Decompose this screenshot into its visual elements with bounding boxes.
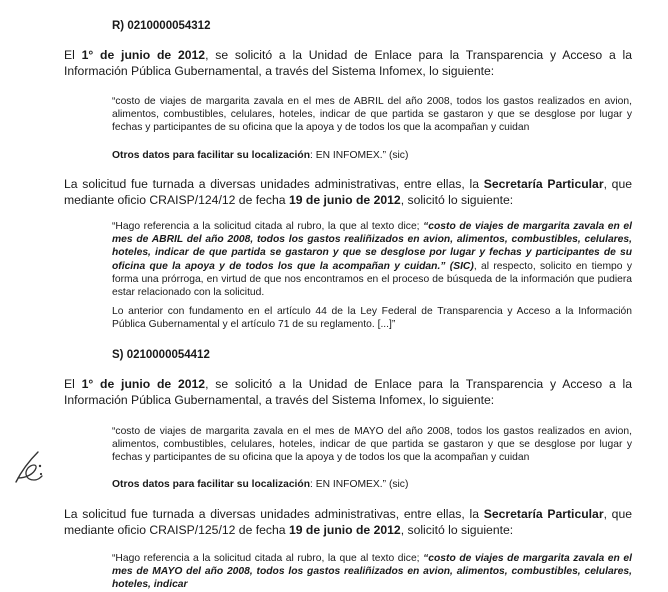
section-heading-s: S) 0210000054412 <box>112 349 210 361</box>
response-quote-s: “Hago referencia a la solicitud citada al rubro, la que al texto dice; “costo de viajes de margarita zavala en el mes de MAYO del año 2008, todos los gastos realiñizados en avion, alimentos, combustibles, celulares, hoteles, indicar <box>112 553 632 591</box>
section-heading-r: R) 0210000054312 <box>112 20 211 32</box>
other-data-r: Otros datos para facilitar su localización: EN INFOMEX.” (sic) <box>112 150 409 161</box>
response-quote-r: “Hago referencia a la solicitud citada al rubro, la que al texto dice; “costo de viajes de margarita zavala en el mes de ABRIL del año 2008, todos los gastos realiñizados en avion, alimentos, combustibles, celulares, hoteles, indicar de que partida se gastaron y que se desglose por lugar y fechas y participantes de su oficina que la apoya y de todos los que la acompañan y cuidan.” (SIC), al respecto, solicito en tiempo y forma una prórroga, en virtud de que nos encontramos en el proceso de búsqueda de la información que pudiera estar relacionado con la solicitud. <box>112 221 632 299</box>
other-data-s: Otros datos para facilitar su localización: EN INFOMEX.” (sic) <box>112 479 409 490</box>
turn-paragraph-s: La solicitud fue turnada a diversas unidades administrativas, entre ellas, la Secretaría Particular, que mediante oficio CRAISP/125/12 de fecha 19 de junio de 2012, solicitó lo siguiente: <box>64 507 633 537</box>
request-quote-s: “costo de viajes de margarita zavala en el mes de MAYO del año 2008, todos los gastos realizados en avion, alimentos, combustibles, celulares, hoteles, indicar de que partida se gastaron y que se desglose por lugar y fechas y participantes de su oficina que la apoya y de todos los que la acompañan y cuidan <box>112 426 632 464</box>
legal-basis-r: Lo anterior con fundamento en el artículo 44 de la Ley Federal de Transparencia y Acceso a la Información Pública Gubernamental y el artículo 71 de su reglamento. [...]” <box>112 306 632 331</box>
intro-paragraph-s: El 1° de junio de 2012, se solicitó a la Unidad de Enlace para la Transparencia y Acceso a la Información Pública Gubernamental, a través del Sistema Infomex, lo siguiente: <box>64 377 632 407</box>
intro-paragraph-r: El 1° de junio de 2012, se solicitó a la Unidad de Enlace para la Transparencia y Acceso a la Información Pública Gubernamental, a través del Sistema Infomex, lo siguiente: <box>64 48 632 78</box>
request-quote-r: “costo de viajes de margarita zavala en el mes de ABRIL del año 2008, todos los gastos realizados en avion, alimentos, combustibles, celulares, hoteles, indicar de que partida se gastaron y que se desglose por lugar y fechas y participantes de su oficina que la apoya y de todos los que la acompañan y cuidan <box>112 96 632 134</box>
turn-paragraph-r: La solicitud fue turnada a diversas unidades administrativas, entre ellas, la Secretaría Particular, que mediante oficio CRAISP/124/12 de fecha 19 de junio de 2012, solicitó lo siguiente: <box>64 177 633 207</box>
handwritten-initials <box>10 448 46 488</box>
